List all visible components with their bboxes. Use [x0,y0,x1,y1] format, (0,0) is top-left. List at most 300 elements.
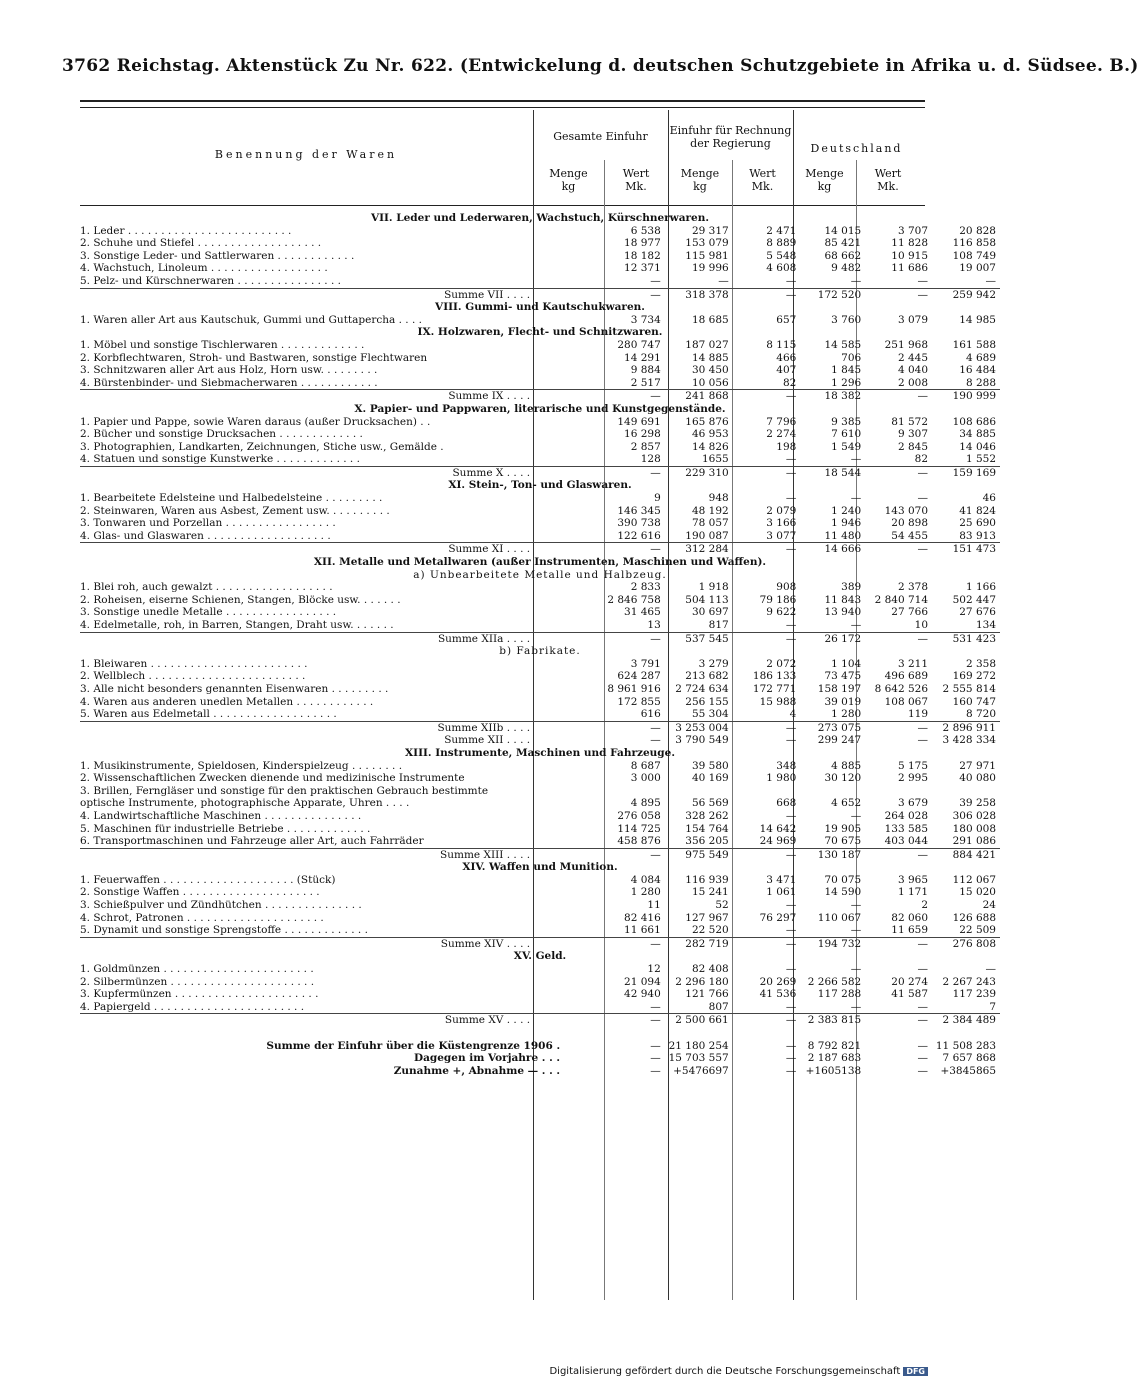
cell-value: 20 898 [891,517,929,530]
col-wert-2: Wert Mk. [749,167,776,193]
cell-value: 2 378 [897,581,929,594]
cell-value: 496 689 [884,670,929,683]
cell-value: 3 077 [766,529,797,542]
cell-value: 12 371 [624,262,661,275]
cell-value [865,785,932,798]
subsection-row [80,569,1000,582]
cell-value: — [733,721,801,734]
cell-value [865,1027,932,1040]
cell-value: 161 588 [952,338,996,351]
cell-value: 3 079 [897,313,929,326]
table-row [80,1001,1000,1014]
cell-value: 11 508 283 [935,1039,996,1052]
cell-value: — [917,1000,929,1013]
cell-value: 154 764 [685,822,729,835]
row-label: 4. Glas- und Glaswaren . . . . . . . . . . . . . . . . . . . [80,529,331,542]
col-wert-1: Wert Mk. [622,167,650,193]
row-label: Summe XI . . . . [80,543,590,556]
subtotal-row [80,466,1000,479]
cell-value: 12 [647,963,661,976]
cell-value: 9 [654,492,661,505]
cell-value: — [650,1052,661,1065]
cell-value: — [590,543,665,556]
cell-value: 20 828 [959,224,996,237]
cell-value: 116 858 [952,237,996,250]
cell-value: 213 682 [685,670,729,683]
cell-value: 26 172 [800,632,865,645]
row-label: 1. Leder . . . . . . . . . . . . . . . . . . . . . . . . . [80,224,292,237]
cell-value: 46 953 [691,428,729,441]
cell-value: 389 [841,581,862,594]
cell-value: 39 258 [959,797,996,810]
cell-value: 2 846 758 [607,593,661,606]
cell-value: 531 423 [932,632,1000,645]
cell-value: 1 166 [965,581,996,594]
cell-value: 8 687 [630,759,661,772]
cell-value: 2 896 911 [932,721,1000,734]
row-label: 3. Sonstige Leder- und Sattlerwaren . . . . . . . . . . . . [80,249,355,262]
cell-value: 668 [776,797,797,810]
row-label: Summe XIV . . . . [80,937,590,950]
cell-value: 19 996 [691,262,729,275]
cell-value: 9 385 [831,415,862,428]
cell-value: 30 450 [691,364,729,377]
row-label: Summe XII . . . . [444,734,531,747]
cell-value: — [590,1014,665,1027]
cell-value: 81 572 [891,415,929,428]
table-row [80,835,1000,848]
cell-value: 198 [776,440,797,453]
cell-value: 3 253 004 [665,721,733,734]
cell-value [590,1027,665,1040]
header-rule [80,100,925,102]
cell-value: 14 985 [959,313,996,326]
row-label: 2. Roheisen, eiserne Schienen, Stangen, Blöcke usw. . . . . . . [80,593,401,606]
table-row [80,619,1000,632]
cell-value: 40 080 [959,772,996,785]
cell-value: 158 197 [817,682,862,695]
cell-value: — [865,466,932,479]
cell-value: 117 288 [817,988,862,1001]
cell-value: 13 [647,619,661,631]
cell-value: 108 686 [952,415,996,428]
cell-value: 21 180 254 [668,1039,729,1052]
cell-value: 18 685 [691,313,729,326]
table-row [80,988,1000,1001]
cell-value: 30 697 [691,606,729,619]
page-header [62,56,1139,76]
row-label: Summe VII . . . . [80,288,590,301]
cell-value: — [785,1000,797,1013]
row-label: Dagegen im Vorjahre . . . [413,1052,561,1065]
cell-value: 11 661 [624,924,661,937]
cell-value: — [785,924,797,937]
cell-value: 169 272 [952,670,996,683]
cell-value: 128 [640,453,661,466]
cell-value: 390 738 [617,517,661,530]
table-row [80,696,1000,709]
row-label [80,1027,590,1040]
cell-value: 624 287 [617,670,661,683]
cell-value: 504 113 [685,593,729,606]
cell-value: — [785,809,797,822]
cell-value: 3 000 [630,772,661,785]
cell-value: 3 791 [630,657,661,670]
cell-value: 312 284 [665,543,733,556]
row-label: Summe XIIb . . . . [80,721,590,734]
section-heading-row [80,950,1000,963]
cell-value: 1 061 [766,886,797,899]
column-group-gesamte: Gesamte Einfuhr [553,130,648,143]
cell-value: — [865,632,932,645]
cell-value: 18 382 [800,390,865,403]
table-row [80,428,1000,441]
row-label: XIII. Instrumente, Maschinen und Fahrzeuge. [405,746,675,759]
cell-value: 20 274 [891,975,929,988]
cell-value: 229 310 [665,466,733,479]
cell-value: 172 520 [800,288,865,301]
cell-value: 276 808 [932,937,1000,950]
col-menge-1: Menge kg [549,167,588,193]
cell-value: 8 115 [766,338,797,351]
cell-value: 194 732 [800,937,865,950]
table-row [80,683,1000,696]
row-label: VII. Leder und Lederwaren, Wachstuch, Kürschnerwaren. [370,212,710,224]
footer-credit: Digitalisierung gefördert durch die Deutsche Forschungsgemeinschaft DFG [549,1366,928,1377]
cell-value: 117 239 [952,988,996,1001]
subtotal-row [80,734,1000,747]
cell-value: 948 [708,492,729,505]
cell-value [733,785,801,798]
cell-value: 30 120 [824,772,862,785]
cell-value: 10 056 [691,376,729,389]
cell-value [665,1027,733,1040]
section-heading-row [80,479,1000,492]
cell-value: 127 967 [685,911,729,924]
cell-value: 11 686 [891,262,929,275]
page-title: Reichstag. Aktenstück Zu Nr. 622. (Entwickelung d. deutschen Schutzgebiete in Afrika u. d. Südsee. B.) [116,56,1139,76]
subtotal-row [80,632,1000,645]
cell-value: 108 067 [884,695,929,708]
cell-value: 159 169 [932,466,1000,479]
row-label: IX. Holzwaren, Flecht- und Schnitzwaren. [417,326,663,339]
cell-value: 2 296 180 [675,975,729,988]
cell-value: 657 [776,313,797,326]
cell-value: 143 070 [884,504,929,517]
cell-value: — [917,1039,929,1052]
cell-value: 2 833 [630,581,661,594]
cell-value: 186 133 [752,670,797,683]
cell-value: 110 067 [817,911,862,924]
cell-value: 14 585 [824,338,862,351]
cell-value: 3 211 [897,657,929,670]
cell-value: 2 383 815 [800,1014,865,1027]
cell-value: 149 691 [617,415,661,428]
cell-value: 3 279 [698,657,729,670]
cell-value: 85 421 [824,237,862,250]
cell-value: 14 885 [691,351,729,364]
cell-value: 2 [921,899,929,912]
cell-value: 280 747 [617,338,661,351]
row-label: Summe der Einfuhr über die Küstengrenze 1906 . [266,1039,561,1052]
row-label: 3. Kupfermünzen . . . . . . . . . . . . . . . . . . . . . . [80,988,319,1001]
row-label: XI. Stein-, Ton- und Glaswaren. [448,479,632,492]
cell-value [665,785,733,798]
cell-value: — [850,899,862,912]
cell-value: 817 [708,619,729,631]
cell-value: 7 796 [766,415,797,428]
cell-value: 112 067 [952,873,996,886]
cell-value: 15 988 [759,695,797,708]
cell-value: 8 720 [965,708,996,721]
cell-value: 116 939 [685,873,729,886]
cell-value: — [917,963,929,976]
cell-value: 160 747 [952,695,996,708]
cell-value: — [785,619,797,631]
cell-value: 76 297 [759,911,797,924]
total-row [80,1065,1000,1078]
cell-value: — [850,453,862,466]
cell-value: — [985,963,996,976]
row-label: 3. Schießpulver und Zündhütchen . . . . . . . . . . . . . . . [80,899,362,912]
cell-value: 11 828 [891,237,929,250]
cell-value: 616 [640,708,661,721]
cell-value: 119 [907,708,929,721]
cell-value: 16 484 [959,364,996,377]
cell-value: +1605138 [805,1064,862,1077]
cell-value: 4 084 [630,873,661,886]
cell-value: 41 536 [759,988,797,1001]
cell-value: 2 266 582 [807,975,862,988]
cell-value: — [785,274,797,287]
cell-value: — [650,1000,661,1013]
cell-value: 4 [789,708,797,721]
table-row [80,708,1000,721]
cell-value: 14 666 [800,543,865,556]
cell-value: 259 942 [932,288,1000,301]
row-label: 4. Wachstuch, Linoleum . . . . . . . . . . . . . . . . . . [80,262,328,275]
cell-value [932,1027,1000,1040]
cell-value: — [590,848,665,861]
cell-value: 82 408 [691,963,729,976]
table-row [80,237,1000,250]
row-label: 1. Bleiwaren . . . . . . . . . . . . . . . . . . . . . . . . [80,657,308,670]
cell-value: 4 040 [897,364,929,377]
cell-value: 172 771 [752,682,797,695]
row-label: 5. Waren aus Edelmetall . . . . . . . . . . . . . . . . . . . [80,708,337,721]
row-label: Summe XIIa . . . . [80,632,590,645]
table-row [80,225,1000,238]
cell-value: 14 826 [691,440,729,453]
row-label: a) Unbearbeitete Metalle und Halbzeug. [413,568,667,581]
table-row [80,250,1000,263]
cell-value: 2 995 [897,772,929,785]
cell-value: 2 845 [897,440,929,453]
row-label: 2. Silbermünzen . . . . . . . . . . . . . . . . . . . . . . [80,975,315,988]
cell-value: 2 857 [630,440,661,453]
cell-value: 1 845 [831,364,862,377]
row-label: 5. Maschinen für industrielle Betriebe . . . . . . . . . . . . . [80,822,371,835]
table-row [80,760,1000,773]
cell-value: — [590,288,665,301]
cell-value: — [850,809,862,822]
cell-value: — [590,721,665,734]
subtotal-row [80,543,1000,556]
cell-value: — [917,1052,929,1065]
cell-value: 3 734 [630,313,661,326]
cell-value: 130 187 [800,848,865,861]
table-top-rule [80,107,925,108]
table-row [80,810,1000,823]
cell-value: 3 679 [897,797,929,810]
cell-value: — [590,937,665,950]
cell-value: 5 548 [766,249,797,262]
row-label: Summe XIII . . . . [80,848,590,861]
cell-value: 8 288 [965,376,996,389]
cell-value: — [785,1039,797,1052]
cell-value: 3 965 [897,873,929,886]
cell-value: 11 [647,899,661,912]
row-label: VIII. Gummi- und Kautschukwaren. [435,301,645,314]
cell-value: 537 545 [665,632,733,645]
cell-value: 9 482 [831,262,862,275]
cell-value: 31 465 [624,606,661,619]
subtotal-row [80,1014,1000,1027]
cell-value: — [850,619,862,631]
total-row [80,1040,1000,1053]
cell-value: — [590,390,665,403]
cell-value: 3 166 [766,517,797,530]
table-row [80,670,1000,683]
cell-value: 2 445 [897,351,929,364]
cell-value: 1 918 [698,581,729,594]
table-row [80,823,1000,836]
row-label: 2. Bücher und sonstige Drucksachen . . . . . . . . . . . . . [80,428,363,441]
table-row [80,963,1000,976]
cell-value: 9 884 [630,364,661,377]
cell-value: 7 610 [831,428,862,441]
cell-value: 41 587 [891,988,929,1001]
cell-value: 328 262 [685,809,729,822]
cell-value: 6 538 [630,224,661,237]
table-row [80,886,1000,899]
cell-value: 39 019 [824,695,862,708]
cell-value: — [785,1052,797,1065]
cell-value: 54 455 [891,529,929,542]
cell-value: 1655 [701,453,729,466]
cell-value: 4 885 [831,759,862,772]
cell-value: 146 345 [617,504,661,517]
cell-value: 1 240 [831,504,862,517]
cell-value: 3 428 334 [942,734,996,747]
table-row [80,594,1000,607]
cell-value: 2 008 [897,376,929,389]
cell-value: 1 171 [897,886,929,899]
cell-value: 403 044 [884,835,929,848]
cell-value: — [733,466,801,479]
cell-value: 18 977 [624,237,661,250]
cell-value: 908 [776,581,797,594]
row-label: optische Instrumente, photographische Apparate, Uhren . . . . [80,797,410,810]
row-label: X. Papier- und Pappwaren, literarische und Kunstgegenstände. [354,402,726,415]
cell-value: 2 500 661 [665,1014,733,1027]
row-label: 1. Papier und Pappe, sowie Waren daraus (außer Drucksachen) . . [80,415,431,428]
table-row [80,505,1000,518]
cell-value: 291 086 [952,835,996,848]
cell-value: 70 675 [824,835,862,848]
cell-value: 5 175 [897,759,929,772]
cell-value: 884 421 [932,848,1000,861]
cell-value: 14 590 [824,886,862,899]
row-label: 3. Tonwaren und Porzellan . . . . . . . . . . . . . . . . . [80,517,336,530]
cell-value: 19 007 [959,262,996,275]
cell-value: +5476697 [673,1064,729,1077]
subtotal-row [80,937,1000,950]
dfg-logo: DFG [903,1367,928,1376]
table-row [80,658,1000,671]
row-label: 4. Waren aus anderen unedlen Metallen . . . . . . . . . . . . [80,695,374,708]
cell-value: — [718,274,729,287]
cell-value: 1 980 [766,772,797,785]
subtotal-row [80,721,1000,734]
cell-value: — [733,543,801,556]
cell-value: 8 961 916 [607,682,661,695]
cell-value: — [865,543,932,556]
cell-value: 2 384 489 [932,1014,1000,1027]
section-heading-row [80,861,1000,874]
cell-value: 153 079 [685,237,729,250]
cell-value: 356 205 [685,835,729,848]
cell-value: 276 058 [617,809,661,822]
cell-value: 15 020 [959,886,996,899]
table-row [80,899,1000,912]
cell-value: — [650,734,661,747]
row-label: 4. Landwirtschaftliche Maschinen . . . . . . . . . . . . . . . [80,809,362,822]
row-label: XII. Metalle und Metallwaren (außer Instrumenten, Maschinen und Waffen). [313,556,767,569]
cell-value: 27 971 [959,759,996,772]
cell-value: 2 274 [766,428,797,441]
cell-value: — [917,492,929,505]
row-label: 1. Blei roh, auch gewalzt . . . . . . . . . . . . . . . . . . [80,581,333,594]
cell-value: 46 [982,492,996,505]
row-label: 3. Schnitzwaren aller Art aus Holz, Horn usw. . . . . . . . . [80,364,378,377]
cell-value: — [850,1000,862,1013]
page-number: 3762 [62,56,111,76]
row-label: 4. Statuen und sonstige Kunstwerke . . . . . . . . . . . . . [80,453,360,466]
subtotal-row [80,390,1000,403]
table-row [80,517,1000,530]
cell-value [932,785,1000,798]
cell-value: 7 [989,1000,996,1013]
cell-value: 19 905 [824,822,862,835]
cell-value [590,785,665,798]
table-row [80,772,1000,785]
table-row [80,262,1000,275]
cell-value: 3 760 [831,313,862,326]
cell-value: — [865,1014,932,1027]
cell-value: 42 940 [624,988,661,1001]
row-label: 1. Waren aller Art aus Kautschuk, Gummi und Guttapercha . . . . [80,313,422,326]
cell-value: 502 447 [952,593,996,606]
cell-value: 39 580 [691,759,729,772]
cell-value: 18 544 [800,466,865,479]
cell-value: 134 [975,619,996,631]
cell-value: 56 569 [691,797,729,810]
cell-value: — [590,466,665,479]
row-label: 3. Photographien, Landkarten, Zeichnungen, Stiche usw., Gemälde . [80,440,444,453]
cell-value: 2 555 814 [942,682,996,695]
total-row [80,1052,1000,1065]
